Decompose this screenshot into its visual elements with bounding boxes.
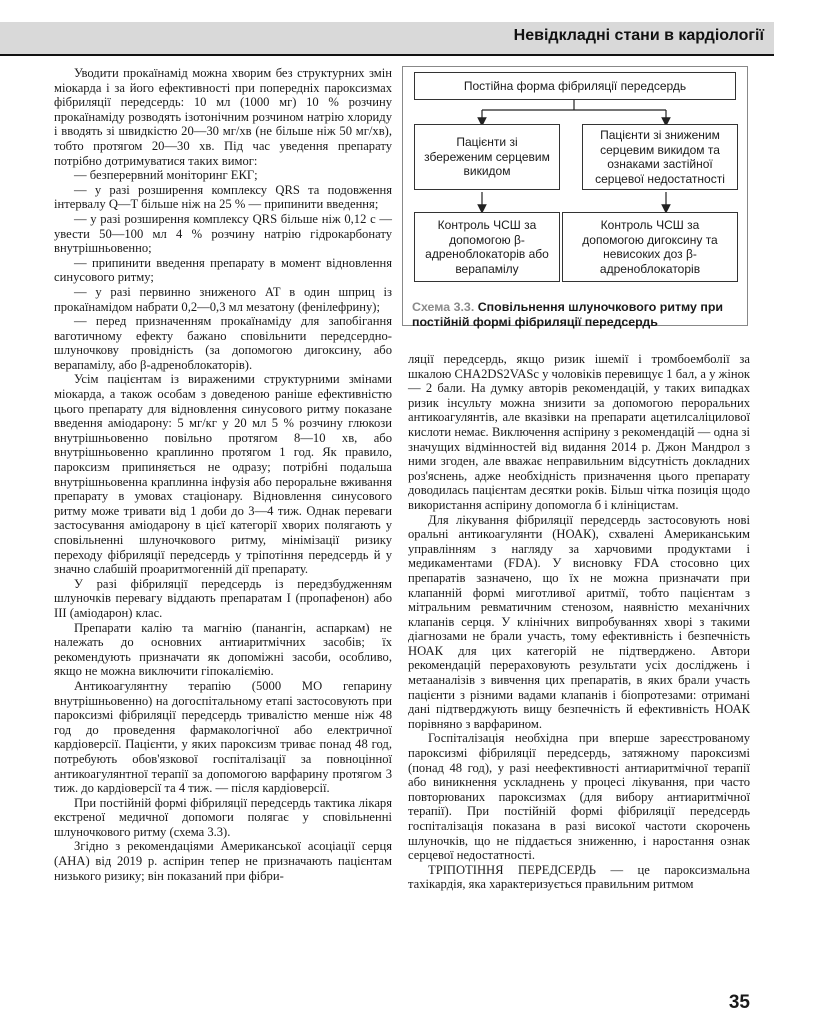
- paragraph: При постійній формі фібриляції передсердь тактика лікаря екстреної медичної допомоги полягає у сповільненні шлуночкового ритму (схема 3.3).: [54, 795, 392, 839]
- paragraph: — безперервний моніторинг ЕКГ;: [74, 168, 258, 183]
- scheme-caption-text: Сповільнення шлуночкового ритму при постійній формі фібриляції передсердь: [412, 300, 724, 329]
- paragraph: Препарати калію та магнію (панангін, аспаркам) не належать до основних антиаритмічних засобів; їх рекомендують призначати як допоміжні засоби, особливо, якщо не можна виключити гіпокаліємію.: [54, 620, 392, 679]
- right-column: [408, 352, 750, 892]
- scheme-caption-label: Схема 3.3.: [412, 300, 475, 314]
- paragraph: ляції передсердь, якщо ризик ішемії і тромбоемболії за шкалою CHA2DS2VASc у чоловіків перевищує 1 бал, а у жінок — 2 бали. На думку авторів рекомендацій, у таких випадках ризик інсульту можна знизити за допомогою пероральних антикоагулянтів, але вказівки на препарати ацетилсаліцилової кислоти немає. Виключення аспірину з рекомендацій — одна зі значущих відмінностей від видання 2014 р. Джон Мандрол з ними згоден, але вважає неправильним відсутність докладних роз'яснень, адже необхідність призначення цього препарату доводилась пацієнтам десятки років. Більш чітка позиція щодо використання аспірину допомогла б і клініцистам.: [408, 352, 750, 512]
- paragraph: Усім пацієнтам із вираженими структурними змінами міокарда, а також особам з доведеною раніше ефективністю цього препарату для відновлення синусового ритму показане введення аміодарону: 5 мг/кг у 20 мл 5 % розчину глюкози внутрішньовенно повільно протягом 8—10 хв, або внутрішньовенно краплинно протягом 1 год. Як правило, пароксизм припиняється не одразу; потрібні подальша внутрішньовенна краплинна інфузія або пероральне вживання препарату в умовах стаціонару. Відновлення синусового ритму може тривати від 1 доби до 3—4 тиж. Однак переваги застосування аміодарону в цієї категорії хворих полягають у сповільненні шлуночкового ритму, мінімізації ризику переходу фібриляції передсердь у тріпотіння передсердь й у значно слабшій проаритмогенній дії препарату.: [54, 372, 392, 577]
- scheme-caption: [412, 300, 750, 330]
- paragraph: Госпіталізація необхідна при вперше зареєстрованому пароксизмі фібриляції передсердь, затяжному пароксизмі (понад 48 год), у разі неефективності антиаритмічної терапії або виникнення ускладнень у процесі лікування, при часто повторюваних пароксизмах (для вибору антиаритмічної терапії). При постійній формі фібриляції передсердь госпіталізація показана в разі високої частоти скорочень шлуночків, що не піддається зниженню, і наростання ознак серцевої недостатності.: [408, 731, 750, 863]
- paragraph: Для лікування фібриляції передсердь застосовують нові оральні антикоагулянти (НОАК), схвалені Американським управлінням з нагляду за харчовими продуктами і медикаментами (FDA). У висновку FDA стосовно цих препаратів зазначено, що їх не можна призначати при клапанній формі миготливої аритмії, тобто пацієнтам з мітральним ревматичним стенозом, наявністю механічних клапанів серця. У клінічних випробуваннях хворі з такими діагнозами не брали участь, тому ефективність і безпечність НОАК для цих категорій не підтверджено. Автори рекомендацій перераховують результати усіх досліджень і метааналізів з вивчення цих препаратів, в яких брали участь пацієнти з різними вадами клапанів і біопротезами: отримані дані підтверджують вищу безпечність й ефективність НОАК порівняно з варфарином.: [408, 512, 750, 731]
- paragraph: У разі фібриляції передсердь із передзбудженням шлуночків перевагу віддають препаратам І (пропафенон) або ІІІ (аміодарон) клас.: [54, 576, 392, 620]
- paragraph: — у разі первинно зниженого АТ в один шприц із прокаїнамідом набрати 0,2—0,3 мл мезатону (фенілефрину);: [54, 284, 392, 314]
- scheme-bot-left-box: Контроль ЧСШ за допомогою β-адреноблокаторів або верапамілу: [414, 212, 560, 282]
- running-header-title: Невідкладні стани в кардіології: [513, 27, 764, 44]
- paragraph: Уводити прокаїнамід можна хворим без структурних змін міокарда і за його ефективності при попередніх пароксизмах фібриляції передсердь: 10 мл (1000 мг) 10 % розчину прокаїнаміду розводять ізотонічним розчином натрію хлориду і вводять зі швидкістю 20—30 мг/хв (не більше ніж 50 мг/хв), тобто протягом 20—30 хв. Під час уведення препарату потрібно дотримуватися таких вимог:: [54, 66, 392, 168]
- paragraph: — у разі розширення комплексу QRS більше ніж 0,12 с — увести 50—100 мл 4 % розчину натрію гідрокарбонату внутрішньовенно;: [54, 211, 392, 256]
- running-header: [0, 22, 774, 56]
- paragraph: — у разі розширення комплексу QRS та подовження інтервалу Q—T більше ніж на 25 % — припинити введення;: [54, 182, 392, 212]
- paragraph: — перед призначенням прокаїнаміду для запобігання ваготичному ефекту бажано сповільнити передсердно-шлуночкову провідність (за допомогою дигоксину, або верапамілу, або β-адреноблокаторів).: [54, 314, 392, 372]
- scheme-arrows: [402, 66, 752, 328]
- scheme-bot-right-box: Контроль ЧСШ за допомогою дигоксину та невисоких доз β-адреноблокаторів: [562, 212, 738, 282]
- paragraph: ТРІПОТІННЯ ПЕРЕДСЕРДЬ — це пароксизмальна тахікардія, яка характеризується правильним ритмом: [408, 862, 750, 892]
- paragraph: — припинити введення препарату в момент відновлення синусового ритму;: [54, 255, 392, 285]
- left-column: [54, 66, 392, 883]
- scheme-mid-left-box: Пацієнти зі збереженим серцевим викидом: [414, 124, 560, 190]
- paragraph: Антикоагулянтну терапію (5000 МО гепарину внутрішньовенно) на догоспітальному етапі застосовують при пароксизмі фібриляції передсердь тривалістю менше ніж 48 год до проведення фармакологічної або електричної кардіоверсії. Пацієнти, у яких пароксизм триває понад 48 год, потребують обов'язкової госпіталізації за повноцінної антикоагулянтної терапії за допомогою варфарину протягом 3 тиж. до кардіоверсії та 4 тиж. — після кардіоверсії.: [54, 678, 392, 796]
- scheme-top-box: Постійна форма фібриляції передсердь: [414, 72, 736, 100]
- paragraph: Згідно з рекомендаціями Американської асоціації серця (AHA) від 2019 р. аспірин тепер не призначають пацієнтам низького ризику; він показаний при фібри-: [54, 839, 392, 883]
- scheme-diagram: [402, 66, 752, 328]
- page-number: 35: [728, 992, 750, 1013]
- scheme-mid-right-box: Пацієнти зі зниженим серцевим викидом та ознаками застійної серцевої недостатності: [582, 124, 738, 190]
